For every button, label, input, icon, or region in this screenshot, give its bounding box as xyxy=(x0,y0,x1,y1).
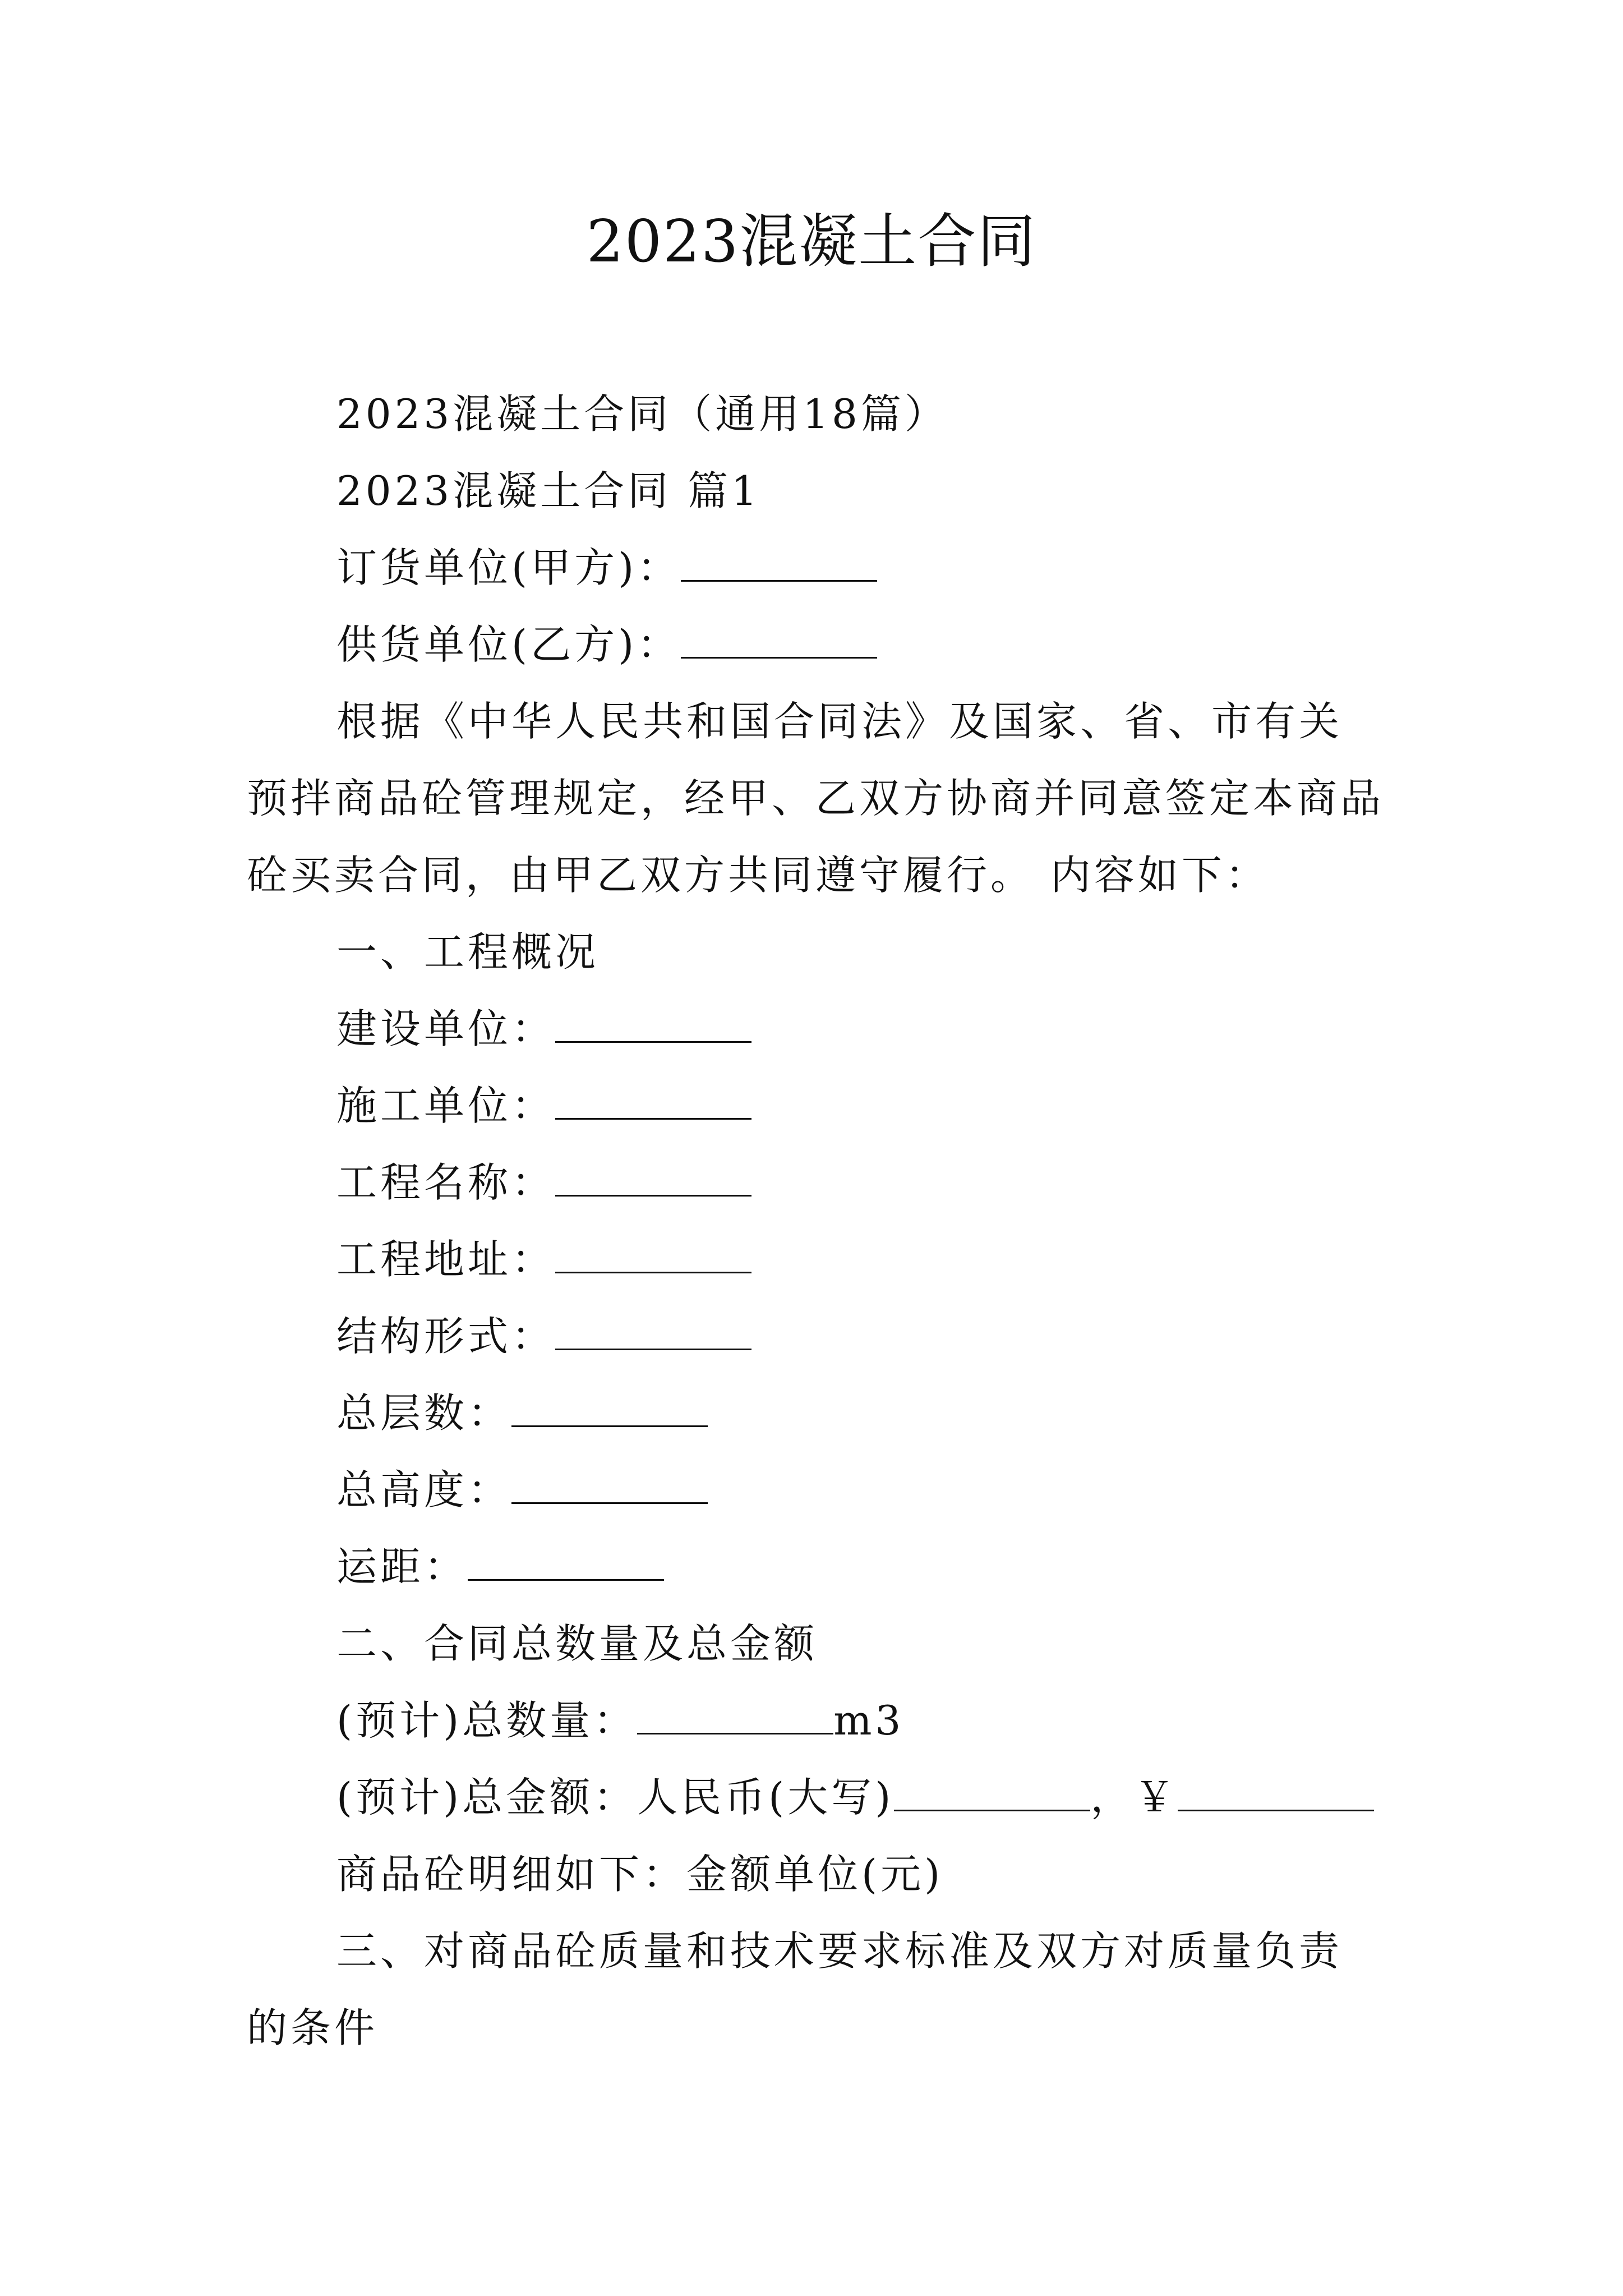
supplier-field xyxy=(247,606,1385,683)
section-1-heading: 一、工程概况 xyxy=(336,928,600,976)
project-name-label: 工程名称： xyxy=(336,1159,556,1206)
contractor-label: 施工单位： xyxy=(336,1082,556,1129)
total-height-label: 总高度： xyxy=(336,1466,512,1513)
supplier-blank xyxy=(681,616,877,659)
preamble-paragraph: 根据《中华人民共和国合同法》及国家、省、市有关预拌商品砼管理规定，经甲、乙双方协商并同意签定本商品砼买卖合同，由甲乙双方共同遵守履行。 内容如下： xyxy=(247,698,1385,899)
amount-words-blank xyxy=(894,1769,1090,1811)
total-floors-label: 总层数： xyxy=(336,1389,512,1437)
section-2-heading: 二、合同总数量及总金额 xyxy=(336,1620,818,1667)
total-quantity-label: (预计)总数量： xyxy=(336,1697,638,1744)
total-amount-field xyxy=(247,1759,1385,1836)
buyer-blank xyxy=(681,540,877,582)
contractor-field xyxy=(247,1068,1385,1144)
total-floors-blank xyxy=(511,1385,708,1427)
total-quantity-unit: m3 xyxy=(833,1697,905,1744)
total-height-field xyxy=(247,1452,1385,1529)
transport-distance-field xyxy=(247,1529,1385,1605)
project-name-field xyxy=(247,1144,1385,1221)
contractor-blank xyxy=(555,1078,751,1120)
project-address-blank xyxy=(555,1231,751,1273)
total-quantity-blank xyxy=(637,1692,833,1734)
total-floors-field xyxy=(247,1375,1385,1452)
contract-collection-title: 2023混凝土合同（通用18篇） xyxy=(336,390,948,438)
section-3-heading: 三、对商品砼质量和技术要求标准及双方对质量负责的条件 xyxy=(247,1927,1343,2051)
transport-distance-blank xyxy=(468,1539,664,1581)
project-address-label: 工程地址： xyxy=(336,1236,556,1283)
document-body xyxy=(247,376,1385,2067)
buyer-label: 订货单位(甲方)： xyxy=(336,544,681,591)
yuan-symbol: ，￥ xyxy=(1090,1774,1178,1821)
structure-type-label: 结构形式： xyxy=(336,1313,556,1360)
total-amount-label: (预计)总金额：人民币(大写) xyxy=(336,1774,895,1821)
total-height-blank xyxy=(511,1462,708,1504)
total-quantity-field xyxy=(247,1682,1385,1759)
structure-type-field xyxy=(247,1298,1385,1375)
transport-distance-label: 运距： xyxy=(336,1543,468,1590)
structure-type-blank xyxy=(555,1308,751,1350)
construction-unit-field xyxy=(247,991,1385,1068)
construction-unit-blank xyxy=(555,1001,751,1043)
supplier-label: 供货单位(乙方)： xyxy=(336,621,681,668)
construction-unit-label: 建设单位： xyxy=(336,1005,556,1052)
project-address-field xyxy=(247,1221,1385,1298)
contract-section-heading: 2023混凝土合同 篇1 xyxy=(336,467,760,514)
detail-note: 商品砼明细如下：金额单位(元) xyxy=(336,1851,944,1898)
buyer-field xyxy=(247,530,1385,606)
project-name-blank xyxy=(555,1154,751,1197)
document-title: 2023混凝土合同 xyxy=(586,207,1037,275)
amount-figures-blank xyxy=(1178,1769,1374,1811)
